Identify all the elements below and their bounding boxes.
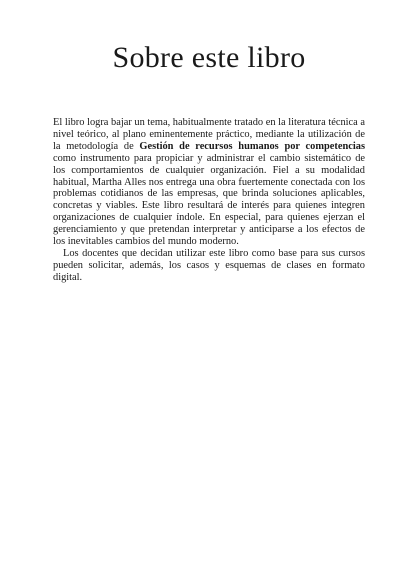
description-paragraph-1 xyxy=(53,117,365,248)
paragraph-1-intro: El libro logra bajar un tema, habitualmente tratado en la literatura técnica a nivel teórico, al plano eminentemente práctico, mediante la utilización de la metodología de xyxy=(53,117,365,152)
description-paragraph-2: Los docentes que decidan utilizar este libro como base para sus cursos pueden solicitar, además, los casos y esquemas de clases en formato digital. xyxy=(53,247,365,283)
paragraph-1-rest: como instrumento para propiciar y administrar el cambio sistemático de los comportamientos de cualquier organización. Fiel a su modalidad habitual, Martha Alles nos entrega una obra fuertemente conectada con los problemas cotidianos de las empresas, que brinda soluciones aplicables, concretas y viables. Este libro resultará de interés para quienes integren organizaciones de cualquier índole. En especial, para quienes ejerzan el gerenciamiento y que pretendan interpretar y anticiparse a los efectos de los inevitables cambios del mundo moderno. xyxy=(53,152,365,248)
book-description xyxy=(53,117,365,284)
methodology-name: Gestión de recursos humanos por competencias xyxy=(139,140,365,152)
page-title: Sobre este libro xyxy=(112,41,306,74)
